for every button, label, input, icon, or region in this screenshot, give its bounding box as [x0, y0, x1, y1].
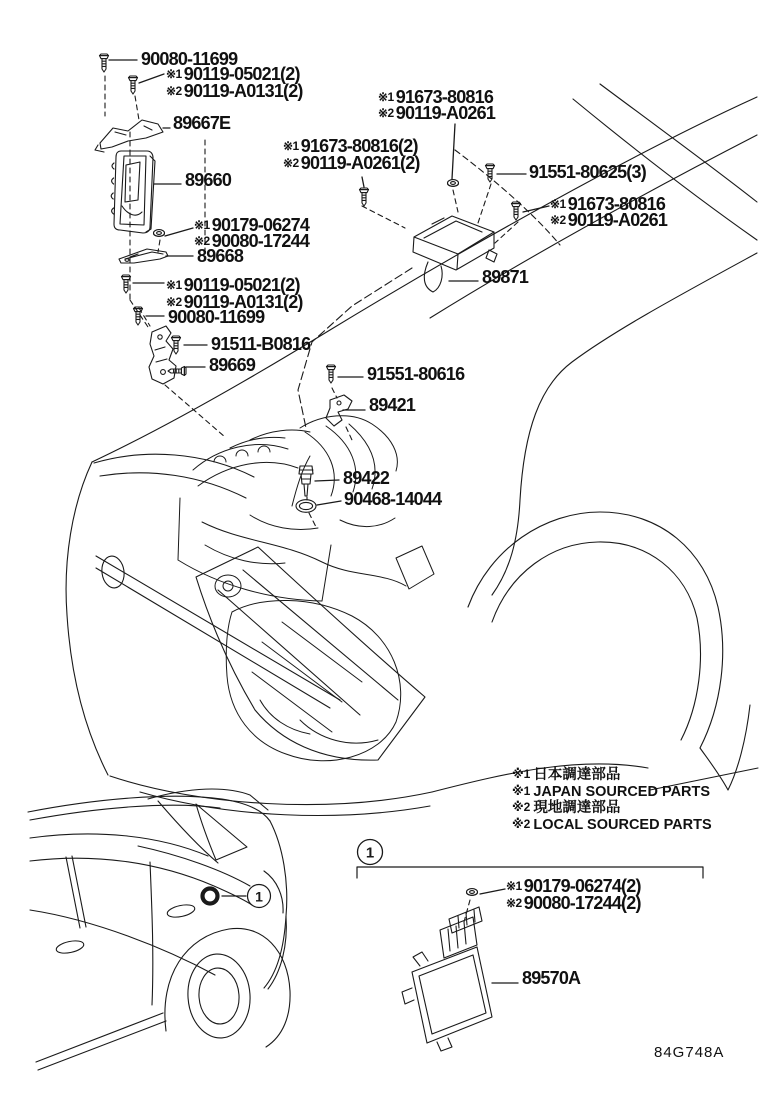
nut-icon	[154, 230, 165, 237]
label-90080-11699-a: 90080-11699	[141, 49, 238, 69]
rear-car-outline	[28, 789, 290, 1070]
label-90119-05021-b: ※1 90119-05021(2)	[166, 275, 300, 295]
label-90119-A0261-b: ※2 90119-A0261	[550, 210, 668, 230]
label-91551-80616: 91551-80616	[367, 364, 465, 384]
label-89660: 89660	[185, 170, 232, 190]
label-90080-17244: ※2 90080-17244	[194, 231, 310, 251]
detail-callout-number: 1	[365, 844, 375, 862]
screw-icon	[100, 54, 109, 72]
detail-callout-circle	[358, 840, 383, 865]
nut-icon	[467, 889, 478, 896]
screw-icon	[486, 164, 495, 182]
label-89667E: 89667E	[173, 113, 231, 133]
label-90080-17244-qty2: ※2 90080-17244(2)	[506, 893, 641, 913]
label-89668: 89668	[197, 246, 244, 266]
car-marker-dot	[203, 889, 218, 904]
note-japan-sourced-en: ※1 JAPAN SOURCED PARTS	[512, 784, 711, 800]
label-90119-A0131-b: ※2 90119-A0131(2)	[166, 292, 303, 312]
note-local-sourced-jp: ※2 現地調達部品	[512, 800, 621, 816]
label-91673-80816-a: ※1 91673-80816	[378, 87, 494, 107]
label-89570A: 89570A	[522, 968, 581, 988]
screw-icon	[327, 365, 336, 383]
car-marker-number: 1	[255, 888, 263, 905]
screw-icon	[129, 76, 138, 94]
label-90119-A0261-qty2: ※2 90119-A0261(2)	[283, 153, 420, 173]
label-90080-11699-b: 90080-11699	[168, 307, 265, 327]
label-89422: 89422	[343, 468, 390, 488]
screw-icon	[168, 367, 186, 376]
part-89422-sensor	[299, 466, 313, 496]
label-91551-80625: 91551-80625(3)	[529, 162, 646, 182]
note-japan-sourced-jp: ※1 日本調達部品	[512, 767, 621, 783]
screw-icon	[512, 202, 521, 220]
part-89660-ecu	[111, 151, 155, 233]
label-89871: 89871	[482, 267, 529, 287]
drawing-code: 84G748A	[654, 1044, 725, 1061]
label-90119-A0131-a: ※2 90119-A0131(2)	[166, 81, 303, 101]
label-91673-80816-qty2: ※1 91673-80816(2)	[283, 136, 418, 156]
part-89570a-ecu	[402, 907, 492, 1051]
assembly-dashed-lines	[105, 76, 518, 922]
label-90119-A0261-a: ※2 90119-A0261	[378, 103, 496, 123]
part-89668-plate	[119, 249, 168, 263]
label-90179-06274-qty2: ※1 90179-06274(2)	[506, 876, 641, 896]
engine-assembly	[178, 416, 434, 761]
part-89669-bracket	[149, 326, 176, 384]
screw-icon	[172, 336, 181, 354]
nut-icon	[448, 180, 459, 187]
part-89667e-bracket	[95, 120, 163, 152]
label-90179-06274: ※1 90179-06274	[194, 215, 310, 235]
label-90468-14044: 90468-14044	[344, 489, 442, 509]
part-90468-grommet	[296, 500, 316, 513]
screw-icon	[122, 275, 131, 293]
label-89669: 89669	[209, 355, 256, 375]
label-91673-80816-b: ※1 91673-80816	[550, 194, 666, 214]
label-90119-05021-a: ※1 90119-05021(2)	[166, 64, 300, 84]
screw-icon	[360, 188, 369, 206]
note-local-sourced-en: ※2 LOCAL SOURCED PARTS	[512, 817, 712, 833]
label-89421: 89421	[369, 395, 416, 415]
label-91511-B0816: 91511-B0816	[211, 334, 311, 354]
